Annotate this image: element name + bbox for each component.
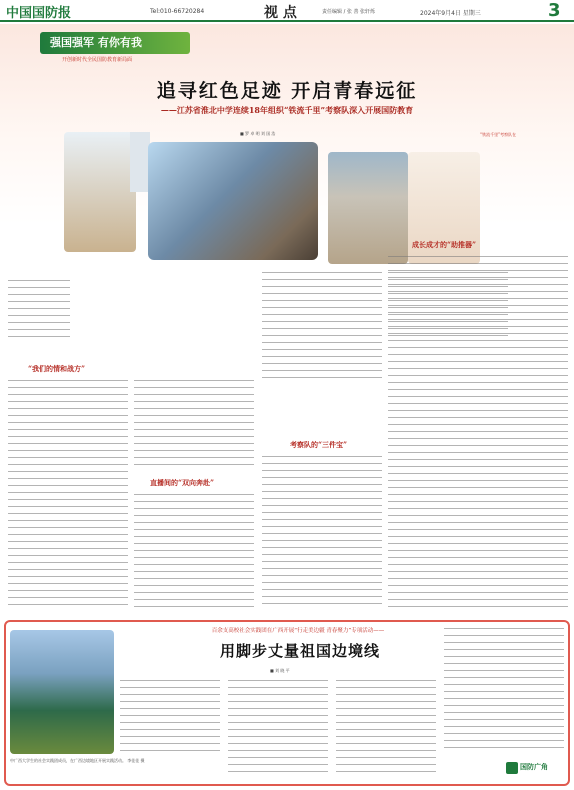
masthead-tel: Tel:010-66720284 [150, 8, 205, 15]
photo-caption: “铁流千里”考察队在 [480, 132, 517, 137]
article-column-3a [262, 272, 382, 380]
bottom-column-2 [228, 680, 328, 772]
masthead-date: 2024年9月4日 星期三 [420, 10, 481, 17]
article-column-2b [134, 494, 254, 610]
banner-subtitle: 开创新时代全民国防教育新局面 [62, 57, 133, 63]
article-column-3b [262, 456, 382, 610]
section-heading-4: 考察队的“三件宝” [290, 440, 348, 449]
bottom-title: 用脚步丈量祖国边境线 [219, 642, 380, 660]
page-number: 3 [548, 0, 561, 21]
article-column-2a [134, 380, 254, 470]
feature-title: 追寻红色足迹 开启青春远征 [156, 80, 418, 102]
section-title: 视 点 [264, 5, 297, 21]
bottom-column-4 [444, 628, 564, 754]
masthead-editors: 责任编辑 / 张 善 张轩烁 [322, 9, 376, 15]
photo-border-patrol [10, 630, 114, 754]
sidebar-text-block [8, 280, 70, 340]
photo-memorial-wall [328, 152, 408, 264]
photo-monument [64, 132, 136, 252]
bottom-column-1 [120, 680, 220, 754]
bottom-photo-caption: 中广西大学生的社会实践团成员，在广西边境地区开展实践活动。 李佳佳 摄 [10, 758, 145, 763]
feature-subtitle: ——江苏省淮北中学连续18年组织“铁流千里”考察队深入开展国防教育 [160, 105, 414, 115]
corner-logo-icon [506, 762, 518, 774]
bottom-byline: ■ 刘 晓 平 [270, 668, 290, 673]
section-heading-1: “我们的情和战方” [28, 364, 86, 373]
corner-logo-text: 国防广角 [520, 763, 548, 771]
photo-strip [130, 132, 150, 192]
bottom-kicker: 百余支高校社会实践团在广西开展“行走美边疆 青春聚力”专项活动—— [211, 628, 385, 634]
banner-title: 强国强军 有你有我 [50, 36, 142, 49]
photo-museum-building [148, 142, 318, 260]
newspaper-logo: 中国国防报 [6, 6, 72, 21]
feature-byline: ■ 罗 卓 明 刘 国 浩 [240, 131, 276, 136]
section-heading-3: 直播间的“双向奔赴” [150, 478, 215, 487]
bottom-column-3 [336, 680, 436, 772]
article-column-1 [8, 380, 128, 610]
article-column-4b [388, 256, 568, 610]
section-heading-2: 成长成才的“助推器” [412, 240, 477, 249]
